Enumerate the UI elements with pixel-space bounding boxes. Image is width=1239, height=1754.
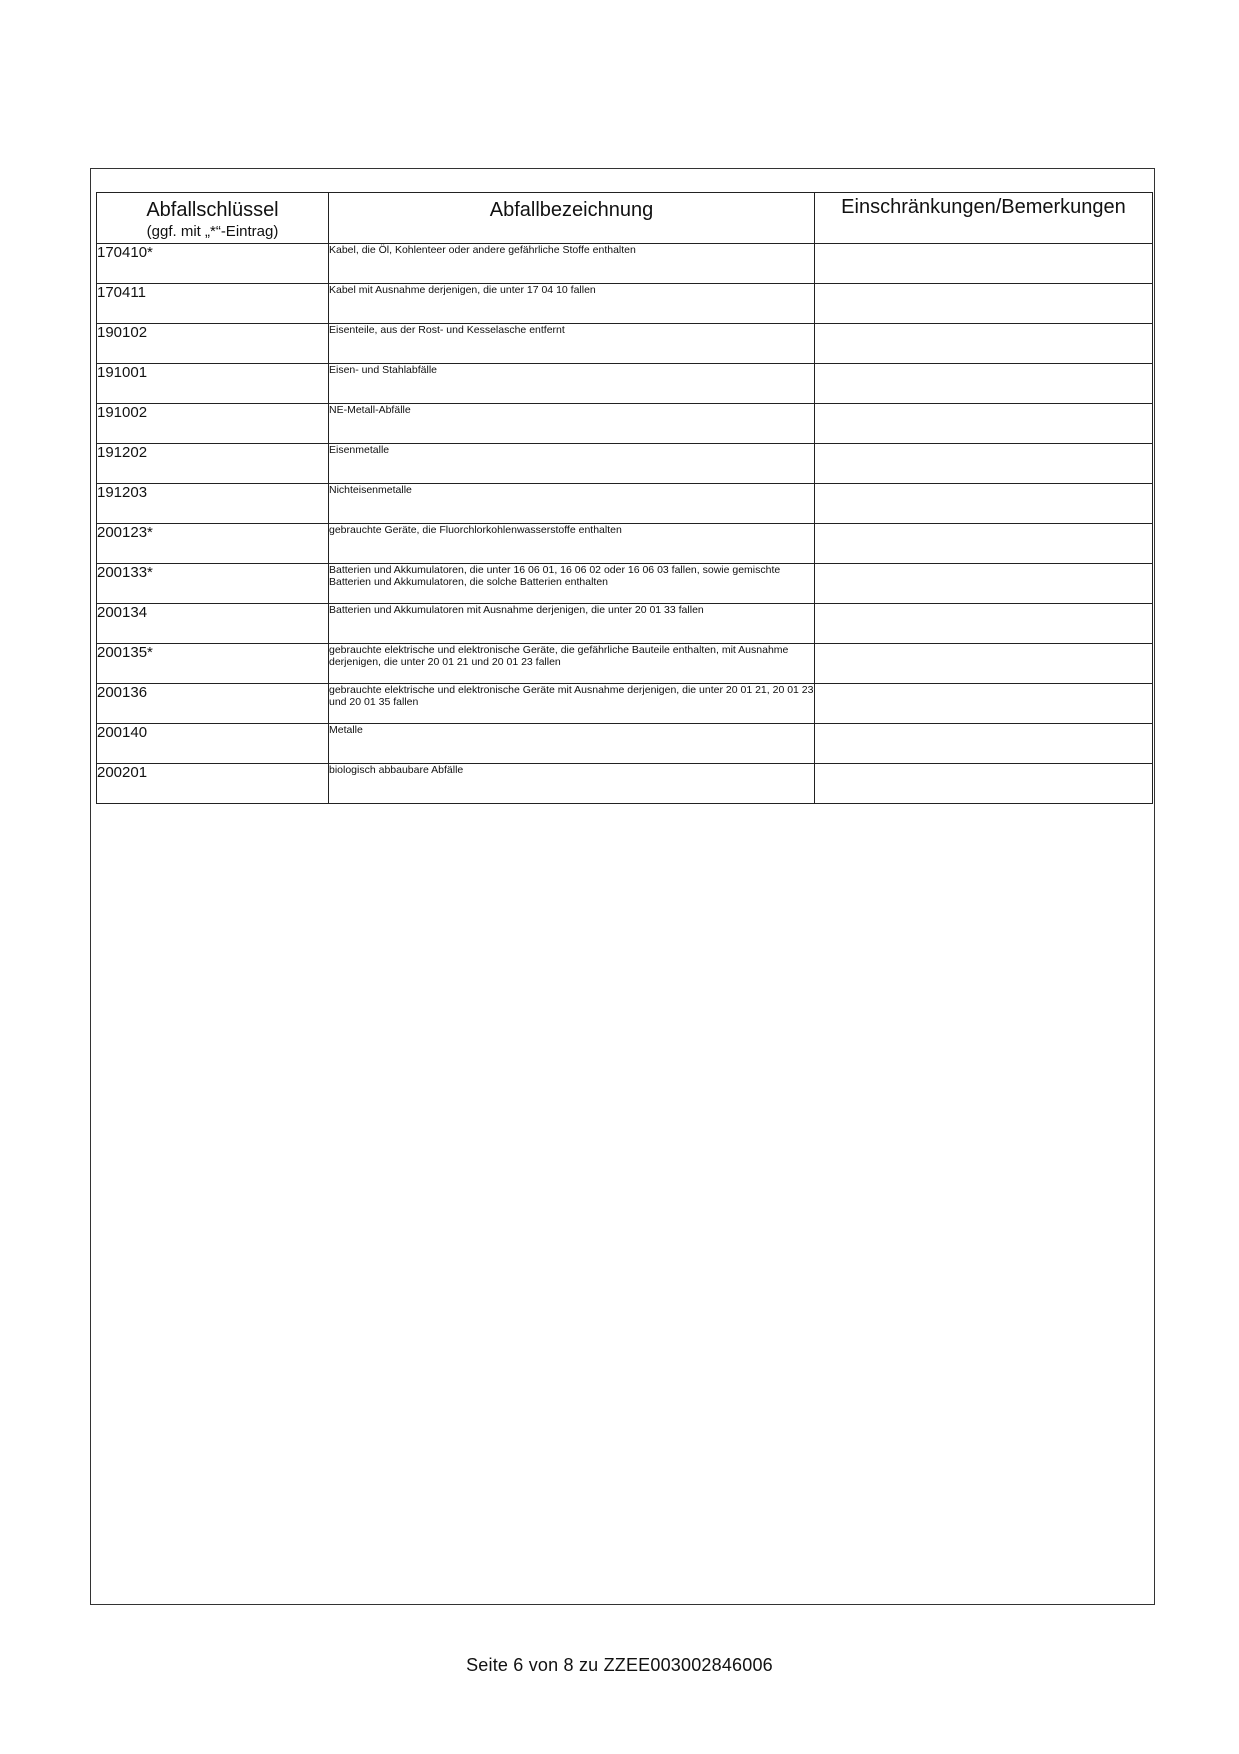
waste-code-cell: 191202 xyxy=(97,444,329,484)
remarks-cell xyxy=(815,604,1153,644)
header-waste-description xyxy=(329,193,815,244)
waste-code-cell: 191002 xyxy=(97,404,329,444)
remarks-cell xyxy=(815,644,1153,684)
remarks-cell xyxy=(815,764,1153,804)
header-remarks xyxy=(815,193,1153,244)
header-waste-code xyxy=(97,193,329,244)
remarks-cell xyxy=(815,684,1153,724)
remarks-cell xyxy=(815,324,1153,364)
header-waste-description-title: Abfallbezeichnung xyxy=(489,199,654,221)
waste-description-cell: Nichteisenmetalle xyxy=(329,484,815,524)
waste-description-cell: gebrauchte Geräte, die Fluorchlorkohlenwasserstoffe enthalten xyxy=(329,524,815,564)
table-row xyxy=(97,244,1153,284)
page-footer: Seite 6 von 8 zu ZZEE003002846006 xyxy=(466,1655,773,1675)
table-row xyxy=(97,524,1153,564)
header-waste-code-title: Abfallschlüssel xyxy=(146,199,279,221)
header-waste-code-subtitle: (ggf. mit „*“-Eintrag) xyxy=(146,223,279,240)
remarks-cell xyxy=(815,724,1153,764)
waste-description-cell: gebrauchte elektrische und elektronische Geräte mit Ausnahme derjenigen, die unter 20 01 21, 20 01 23 und 20 01 35 fallen xyxy=(329,684,815,724)
table-row xyxy=(97,444,1153,484)
remarks-cell xyxy=(815,244,1153,284)
remarks-cell xyxy=(815,524,1153,564)
waste-code-cell: 200135* xyxy=(97,644,329,684)
table-row xyxy=(97,644,1153,684)
table-row xyxy=(97,364,1153,404)
waste-code-cell: 200136 xyxy=(97,684,329,724)
table-row xyxy=(97,604,1153,644)
waste-code-cell: 200140 xyxy=(97,724,329,764)
waste-code-cell: 200134 xyxy=(97,604,329,644)
table-row xyxy=(97,404,1153,444)
waste-description-cell: Metalle xyxy=(329,724,815,764)
table-row xyxy=(97,564,1153,604)
remarks-cell xyxy=(815,284,1153,324)
table-row xyxy=(97,684,1153,724)
waste-description-cell: Batterien und Akkumulatoren mit Ausnahme derjenigen, die unter 20 01 33 fallen xyxy=(329,604,815,644)
waste-codes-table xyxy=(96,192,1153,804)
waste-code-cell: 191001 xyxy=(97,364,329,404)
waste-description-cell: Eisenmetalle xyxy=(329,444,815,484)
table-row xyxy=(97,484,1153,524)
waste-code-cell: 190102 xyxy=(97,324,329,364)
waste-description-cell: Batterien und Akkumulatoren, die unter 16 06 01, 16 06 02 oder 16 06 03 fallen, sowie gemischte Batterien und Akkumulatoren, die solche Batterien enthalten xyxy=(329,564,815,604)
waste-code-cell: 170411 xyxy=(97,284,329,324)
table-header-row xyxy=(97,193,1153,244)
table-row xyxy=(97,324,1153,364)
table-row xyxy=(97,724,1153,764)
waste-code-cell: 200133* xyxy=(97,564,329,604)
remarks-cell xyxy=(815,364,1153,404)
table-row xyxy=(97,284,1153,324)
waste-description-cell: biologisch abbaubare Abfälle xyxy=(329,764,815,804)
waste-code-cell: 191203 xyxy=(97,484,329,524)
remarks-cell xyxy=(815,484,1153,524)
remarks-cell xyxy=(815,564,1153,604)
waste-description-cell: Eisenteile, aus der Rost- und Kesselasche entfernt xyxy=(329,324,815,364)
waste-code-cell: 200123* xyxy=(97,524,329,564)
waste-description-cell: Kabel mit Ausnahme derjenigen, die unter 17 04 10 fallen xyxy=(329,284,815,324)
waste-description-cell: NE-Metall-Abfälle xyxy=(329,404,815,444)
waste-description-cell: Kabel, die Öl, Kohlenteer oder andere gefährliche Stoffe enthalten xyxy=(329,244,815,284)
remarks-cell xyxy=(815,404,1153,444)
waste-code-cell: 200201 xyxy=(97,764,329,804)
table-row xyxy=(97,764,1153,804)
waste-description-cell: Eisen- und Stahlabfälle xyxy=(329,364,815,404)
header-remarks-title: Einschränkungen/Bemerkungen xyxy=(841,196,1126,218)
remarks-cell xyxy=(815,444,1153,484)
waste-description-cell: gebrauchte elektrische und elektronische Geräte, die gefährliche Bauteile enthalten, mit Ausnahme derjenigen, die unter 20 01 21 und 20 01 23 fallen xyxy=(329,644,815,684)
waste-code-cell: 170410* xyxy=(97,244,329,284)
